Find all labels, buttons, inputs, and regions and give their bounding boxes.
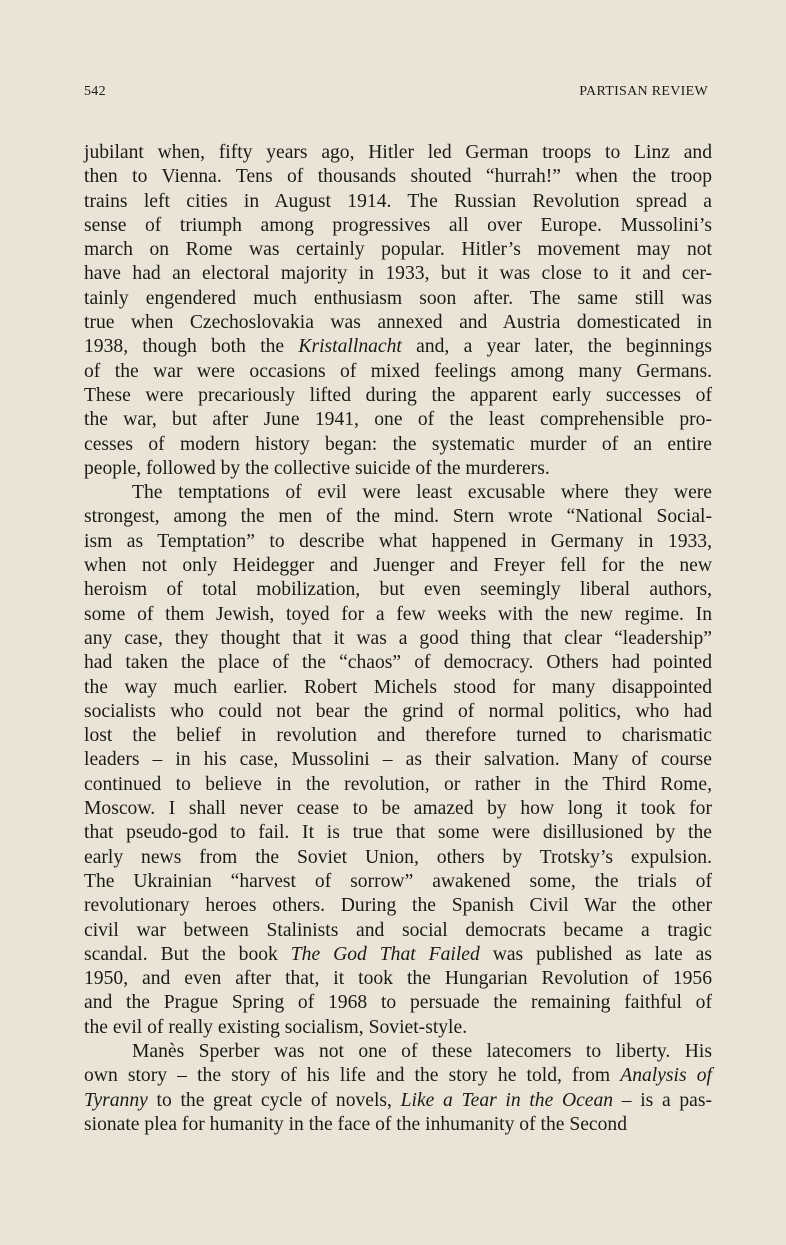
text-run: own story – the story of his life and the story he told, from (84, 1065, 621, 1087)
text-run: early news from the Soviet Union, others by Trotsky’s expulsion. (84, 846, 712, 868)
text-line (84, 1040, 712, 1064)
text-line (84, 773, 712, 797)
text-line (84, 311, 712, 335)
text-line (84, 919, 712, 943)
italic-title: The God That Failed (290, 943, 480, 965)
text-line (84, 991, 712, 1015)
text-line (84, 457, 712, 481)
paragraph (84, 141, 712, 481)
text-run: The temptations of evil were least excusable where they were (132, 482, 712, 504)
text-run: – is a pas- (613, 1089, 712, 1111)
text-run: and, a year later, the beginnings (401, 336, 712, 358)
text-line (84, 481, 712, 505)
text-run: leaders – in his case, Mussolini – as their salvation. Many of course (84, 749, 712, 771)
text-line (84, 967, 712, 991)
text-run: that pseudo-god to fail. It is true that some were disillusioned by the (84, 822, 712, 844)
text-run: was published as late as (479, 943, 712, 965)
text-run: The Ukrainian “harvest of sorrow” awakened some, the trials of (84, 870, 712, 892)
text-run: trains left cities in August 1914. The Russian Revolution spread a (84, 190, 712, 212)
text-line (84, 1016, 712, 1040)
body-text (84, 141, 712, 1137)
text-line (84, 214, 712, 238)
text-line (84, 505, 712, 529)
text-line (84, 1089, 712, 1113)
text-line (84, 627, 712, 651)
text-line (84, 651, 712, 675)
text-run: 1950, and even after that, it took the Hungarian Revolution of 1956 (84, 968, 712, 990)
text-run: tainly engendered much enthusiasm soon after. The same still was (84, 287, 712, 309)
running-title: PARTISAN REVIEW (579, 84, 708, 99)
text-run: then to Vienna. Tens of thousands shouted “hurrah!” when the troop (84, 166, 712, 188)
text-run: march on Rome was certainly popular. Hitler’s movement may not (84, 239, 712, 261)
text-line (84, 530, 712, 554)
text-run: some of them Jewish, toyed for a few weeks with the new regime. In (84, 603, 712, 625)
text-line (84, 700, 712, 724)
text-line (84, 335, 712, 359)
text-line (84, 262, 712, 286)
text-line (84, 603, 712, 627)
text-run: civil war between Stalinists and social democrats became a tragic (84, 919, 712, 941)
text-run: when not only Heidegger and Juenger and Freyer fell for the new (84, 555, 712, 577)
text-run: jubilant when, fifty years ago, Hitler led German troops to Linz and (84, 142, 712, 163)
italic-title: Kristallnacht (298, 336, 402, 358)
text-line (84, 384, 712, 408)
text-line (84, 433, 712, 457)
text-run: had taken the place of the “chaos” of democracy. Others had pointed (84, 652, 712, 674)
text-run: 1938, though both the (84, 336, 299, 358)
text-line (84, 748, 712, 772)
text-run: the war, but after June 1941, one of the least comprehensible pro- (84, 409, 712, 431)
text-run: and the Prague Spring of 1968 to persuade the remaining faithful of (84, 992, 712, 1014)
text-run: heroism of total mobilization, but even seemingly liberal authors, (84, 579, 712, 601)
text-line (84, 894, 712, 918)
text-line (84, 287, 712, 311)
text-line (84, 238, 712, 262)
text-line (84, 408, 712, 432)
text-run: have had an electoral majority in 1933, but it was close to it and cer- (84, 263, 712, 285)
running-header (84, 84, 708, 100)
text-run: the way much earlier. Robert Michels stood for many disappointed (84, 676, 712, 698)
text-run: true when Czechoslovakia was annexed and Austria domesticated in (84, 312, 712, 334)
text-line (84, 165, 712, 189)
text-line (84, 360, 712, 384)
text-line (84, 141, 712, 165)
text-run: lost the belief in revolution and therefore turned to charismatic (84, 725, 712, 747)
text-line (84, 797, 712, 821)
text-line (84, 1064, 712, 1088)
page-number: 542 (84, 84, 106, 99)
text-line (84, 724, 712, 748)
text-run: ism as Temptation” to describe what happened in Germany in 1933, (84, 530, 712, 552)
text-run: Moscow. I shall never cease to be amazed by how long it took for (84, 798, 712, 820)
paragraph (84, 1040, 712, 1137)
text-run: sense of triumph among progressives all over Europe. Mussolini’s (84, 214, 712, 236)
text-line (84, 190, 712, 214)
text-run: people, followed by the collective suicide of the murderers. (84, 457, 550, 479)
text-run: revolutionary heroes others. During the Spanish Civil War the other (84, 895, 712, 917)
text-line (84, 554, 712, 578)
italic-title: Like a Tear in the Ocean (400, 1089, 614, 1111)
text-run: scandal. But the book (84, 943, 291, 965)
text-run: sionate plea for humanity in the face of the inhumanity of the Second (84, 1113, 628, 1135)
text-line (84, 676, 712, 700)
text-run: continued to believe in the revolution, or rather in the Third Rome, (84, 773, 712, 795)
text-line (84, 578, 712, 602)
text-line (84, 870, 712, 894)
paragraph (84, 481, 712, 1040)
text-run: any case, they thought that it was a good thing that clear “leadership” (84, 627, 712, 649)
text-run: strongest, among the men of the mind. Stern wrote “National Social- (84, 506, 712, 528)
text-run: These were precariously lifted during the apparent early successes of (84, 384, 712, 406)
text-run: cesses of modern history began: the systematic murder of an entire (84, 433, 712, 455)
text-run: the evil of really existing socialism, Soviet-style. (84, 1016, 468, 1038)
text-line (84, 821, 712, 845)
text-run: Manès Sperber was not one of these latecomers to liberty. His (132, 1040, 712, 1062)
italic-title: Analysis of (620, 1065, 712, 1087)
text-run: to the great cycle of novels, (147, 1089, 401, 1111)
text-line (84, 846, 712, 870)
text-run: of the war were occasions of mixed feelings among many Germans. (84, 360, 712, 382)
text-line (84, 943, 712, 967)
text-run: socialists who could not bear the grind of normal politics, who had (84, 700, 712, 722)
italic-title: Tyranny (84, 1089, 148, 1111)
text-line (84, 1113, 712, 1137)
